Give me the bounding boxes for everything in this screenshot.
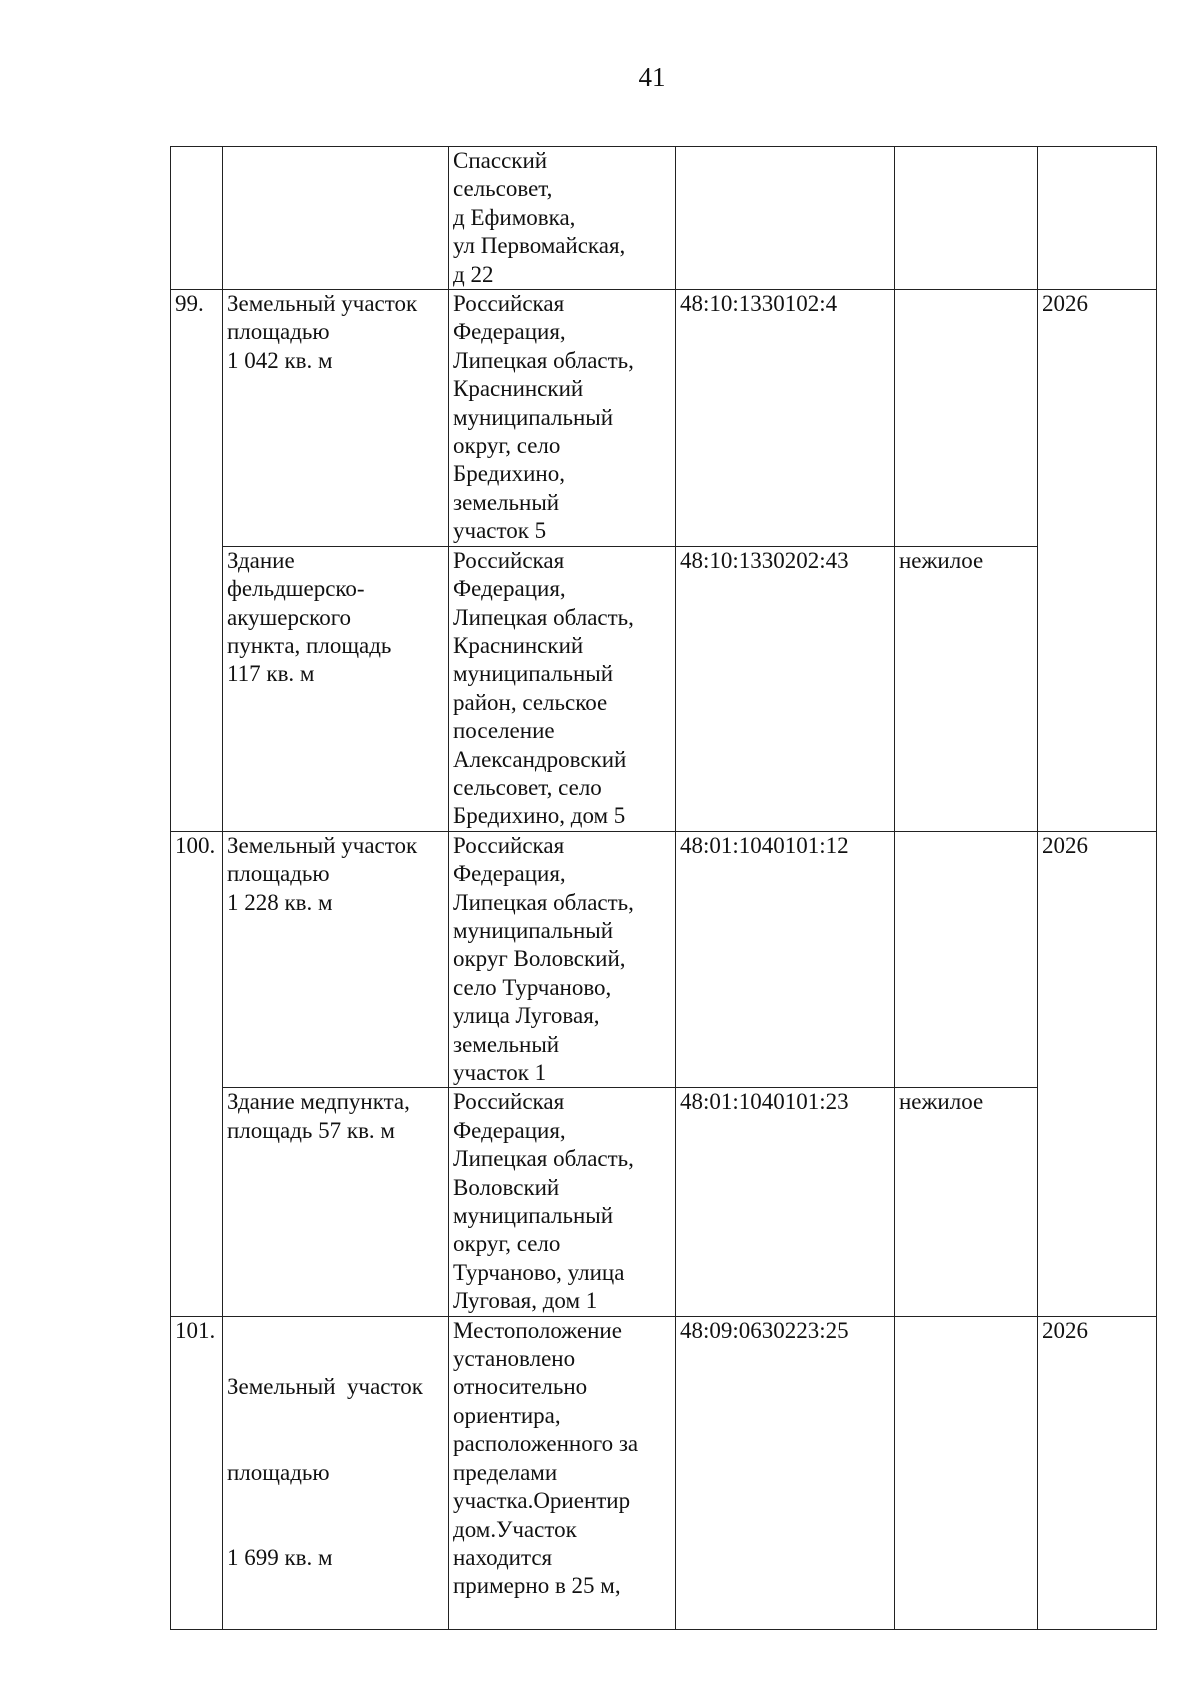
address-line: Липецкая область, (453, 347, 634, 373)
table-row (171, 1088, 1157, 1316)
address-line: Липецкая область, (453, 1146, 634, 1172)
name-line: Земельный участок (227, 291, 418, 317)
address-line: пределами (453, 1459, 558, 1485)
cell-object-name (223, 147, 449, 290)
address-line: Федерация, (453, 319, 566, 345)
address-line: находится (453, 1544, 553, 1570)
address-line: Российская (453, 291, 565, 317)
address-line: земельный (453, 1031, 560, 1057)
address-line: Федерация, (453, 576, 566, 602)
address-line: район, сельское (453, 689, 608, 715)
cell-object-name (223, 546, 449, 831)
address-line: расположенного за (453, 1431, 639, 1457)
address-line: улица Луговая, (453, 1003, 600, 1029)
cell-object-name (223, 290, 449, 547)
address-line: участок 5 (453, 518, 547, 544)
cell-number: 99. (171, 290, 223, 832)
name-line: Земельный участок (227, 1374, 423, 1400)
cell-number: 101. (171, 1316, 223, 1629)
table-row (171, 546, 1157, 831)
name-line: Здание (227, 547, 295, 573)
cell-address (449, 1316, 676, 1629)
address-line: дом.Участок (453, 1516, 577, 1542)
address-line: муниципальный (453, 917, 614, 943)
cell-year: 2026 (1038, 1316, 1157, 1629)
cell-address (449, 147, 676, 290)
address-line: примерно в 25 м, (453, 1573, 621, 1599)
address-line: участок 1 (453, 1060, 547, 1085)
address-line: Местоположение (453, 1317, 622, 1343)
cell-cadastral-number: 48:10:1330202:43 (676, 546, 895, 831)
address-line: муниципальный (453, 404, 614, 430)
name-line: площадь 57 кв. м (227, 1117, 395, 1143)
name-line: пункта, площадь (227, 632, 392, 658)
address-line: Бредихино, (453, 461, 565, 487)
name-line: площадью (227, 1459, 330, 1485)
address-line: Краснинский (453, 376, 584, 402)
cell-object-name (223, 1088, 449, 1316)
cell-object-type (895, 290, 1038, 547)
cell-object-type: нежилое (895, 546, 1038, 831)
address-line: округ Воловский, (453, 946, 626, 972)
cell-object-name (223, 1316, 449, 1629)
address-line: Александровский (453, 746, 627, 772)
address-line: Липецкая область, (453, 604, 634, 630)
property-registry-table (170, 146, 1157, 1630)
address-line: д 22 (453, 261, 494, 287)
address-line: Луговая, дом 1 (453, 1288, 598, 1314)
cell-cadastral-number: 48:01:1040101:23 (676, 1088, 895, 1316)
name-line: 1 228 кв. м (227, 889, 333, 915)
cell-number: 100. (171, 831, 223, 1316)
address-line: Российская (453, 832, 565, 858)
cell-year (1038, 147, 1157, 290)
address-line: земельный (453, 489, 560, 515)
address-line: село Турчаново, (453, 974, 612, 1000)
address-line: Федерация, (453, 861, 566, 887)
address-line: Российская (453, 547, 565, 573)
cell-address (449, 1088, 676, 1316)
cell-address (449, 831, 676, 1088)
cell-object-type (895, 831, 1038, 1088)
cell-object-name (223, 831, 449, 1088)
table-row-continuation (171, 147, 1157, 290)
address-line: участка.Ориентир (453, 1488, 631, 1514)
address-line: Воловский (453, 1174, 560, 1200)
table-row (171, 1316, 1157, 1629)
cell-cadastral-number: 48:10:1330102:4 (676, 290, 895, 547)
name-line: фельдшерско- (227, 576, 365, 602)
address-line: Бредихино, дом 5 (453, 803, 626, 829)
page-number: 41 (638, 62, 666, 92)
cell-cadastral-number (676, 147, 895, 290)
address-line: муниципальный (453, 661, 614, 687)
cell-number (171, 147, 223, 290)
address-line: Краснинский (453, 632, 584, 658)
table-row (171, 831, 1157, 1088)
address-line: Федерация, (453, 1117, 566, 1143)
name-line: 1 699 кв. м (227, 1544, 333, 1570)
name-line: 117 кв. м (227, 661, 315, 687)
address-line: ориентира, (453, 1402, 561, 1428)
name-line: Здание медпункта, (227, 1089, 410, 1115)
address-line: округ, село (453, 433, 561, 459)
address-line: округ, село (453, 1231, 561, 1257)
name-line: акушерского (227, 604, 352, 630)
name-line: Земельный участок (227, 832, 418, 858)
cell-address (449, 290, 676, 547)
name-line: 1 042 кв. м (227, 347, 333, 373)
address-line: поселение (453, 718, 555, 744)
cell-year: 2026 (1038, 831, 1157, 1316)
address-line: сельсовет, (453, 176, 553, 202)
cell-cadastral-number: 48:09:0630223:25 (676, 1316, 895, 1629)
cell-object-type (895, 1316, 1038, 1629)
address-line: ул Первомайская, (453, 233, 626, 259)
address-line: Липецкая область, (453, 889, 634, 915)
address-line: сельсовет, село (453, 774, 602, 800)
cell-year: 2026 (1038, 290, 1157, 832)
cell-address (449, 546, 676, 831)
table-row (171, 290, 1157, 547)
address-line: Турчаново, улица (453, 1259, 625, 1285)
address-line: относительно (453, 1374, 588, 1400)
name-line: площадью (227, 861, 330, 887)
address-line: муниципальный (453, 1203, 614, 1229)
name-line: площадью (227, 319, 330, 345)
address-line: установлено (453, 1346, 576, 1372)
cell-cadastral-number: 48:01:1040101:12 (676, 831, 895, 1088)
address-line: д Ефимовка, (453, 204, 576, 230)
address-line: Российская (453, 1089, 565, 1115)
cell-object-type (895, 147, 1038, 290)
cell-object-type: нежилое (895, 1088, 1038, 1316)
address-line: Спасский (453, 148, 548, 173)
